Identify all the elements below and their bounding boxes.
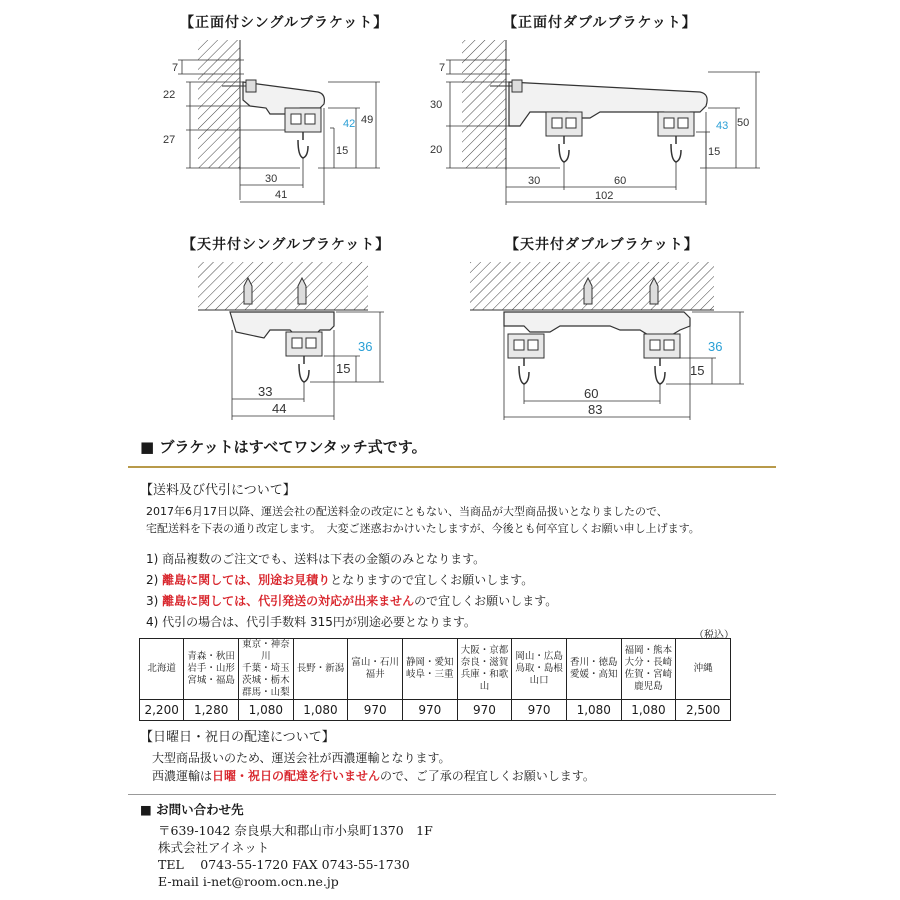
- tax-label: （税込）: [694, 630, 734, 641]
- price-cell: 970: [402, 700, 457, 721]
- hook: [559, 136, 569, 162]
- dim-49: 49: [361, 114, 374, 126]
- bracket-body: [504, 312, 690, 336]
- price-cell: 2,500: [676, 700, 731, 721]
- runner: [285, 108, 321, 132]
- region-cell: 静岡・愛知 岐阜・三重: [402, 639, 457, 700]
- shipping-table: [139, 638, 731, 721]
- runner: [286, 332, 322, 356]
- region-cell: 長野・新潟: [293, 639, 348, 700]
- dim-41: 41: [275, 189, 288, 201]
- hook: [655, 358, 665, 384]
- dim-36: 36: [358, 339, 373, 354]
- dim-30: 30: [265, 173, 278, 185]
- shipping-intro-line1: 2017年6月17日以降、運送会社の配送料金の改定にともない、当商品が大型商品扱いとなりましたので、: [146, 505, 668, 518]
- price-cell: 1,080: [239, 700, 294, 721]
- dim-50: 50: [737, 117, 750, 129]
- ceiling-hatch: [198, 262, 368, 310]
- shipping-intro-line2: 宅配送料を下表の通り改定します。 大変ご迷惑おかけいたしますが、今後とも何卒宜しくお願い申し上げます。: [146, 522, 700, 535]
- bracket-diagrams: [0, 0, 900, 430]
- dim-44: 44: [272, 401, 287, 416]
- note-3-red: 離島に関しては、代引発送の対応が出来ません: [162, 594, 415, 608]
- price-cell: 970: [457, 700, 512, 721]
- runner: [644, 334, 680, 358]
- region-cell: 香川・徳島 愛媛・高知: [566, 639, 621, 700]
- price-cell: 1,080: [566, 700, 621, 721]
- runner: [658, 112, 694, 136]
- region-cell: 北海道: [140, 639, 184, 700]
- holiday-line2: [152, 767, 595, 785]
- dim-30: 30: [430, 99, 443, 111]
- hook: [519, 358, 529, 384]
- dim-27: 27: [163, 134, 176, 146]
- dim-15: 15: [708, 146, 721, 158]
- dim-43: 43: [716, 120, 729, 132]
- bracket-note: [140, 436, 427, 457]
- dim-36: 36: [708, 339, 723, 354]
- front-double-title: 【正面付ダブルブラケット】: [503, 15, 697, 31]
- region-row: [140, 639, 731, 700]
- shipping-title: 【送料及び代引について】: [140, 483, 296, 498]
- contact-heading: [140, 800, 244, 818]
- region-cell: 福岡・熊本 大分・長崎 佐賀・宮崎 鹿児島: [621, 639, 676, 700]
- price-cell: 1,080: [621, 700, 676, 721]
- shipping-intro: [146, 503, 786, 537]
- dim-22: 22: [163, 89, 176, 101]
- front-double-diagram: [430, 40, 760, 205]
- holiday-line1: 大型商品扱いのため、運送会社が西濃運輸となります。: [152, 751, 451, 765]
- dim-60: 60: [584, 386, 599, 401]
- holiday-title: 【日曜日・祝日の配達について】: [140, 730, 335, 745]
- dim-15: 15: [336, 361, 351, 376]
- region-cell: 岡山・広島 鳥取・島根 山口: [512, 639, 567, 700]
- contact-title: お問い合わせ先: [156, 802, 244, 817]
- note-2-suffix: となりますので宜しくお願いします。: [330, 573, 534, 587]
- note-3-prefix: 3): [146, 594, 163, 608]
- holiday-line2-red: 日曜・祝日の配達を行いません: [212, 769, 381, 783]
- price-cell: 2,200: [140, 700, 184, 721]
- dim-30b: 30: [528, 175, 541, 187]
- wall-hatch: [198, 40, 240, 168]
- dim-42: 42: [343, 118, 356, 130]
- region-cell: 大阪・京都 奈良・滋賀 兵庫・和歌山: [457, 639, 512, 700]
- note-2-prefix: 2): [146, 573, 163, 587]
- dim-15: 15: [336, 145, 349, 157]
- front-single-diagram: [163, 40, 380, 205]
- dim-7: 7: [439, 62, 446, 74]
- ceiling-double-title: 【天井付ダブルブラケット】: [505, 237, 699, 253]
- dim-7: 7: [172, 62, 179, 74]
- hook: [298, 132, 308, 158]
- shipping-notes: [146, 549, 557, 633]
- dim-83: 83: [588, 402, 603, 417]
- dim-102: 102: [595, 190, 614, 202]
- divider: [128, 794, 776, 795]
- region-cell: 沖縄: [676, 639, 731, 700]
- region-cell: 東京・神奈川 千葉・埼玉 茨城・栃木 群馬・山梨: [239, 639, 294, 700]
- hook: [671, 136, 681, 162]
- holiday-text: [152, 749, 595, 785]
- wall-hatch: [462, 40, 506, 168]
- square-bullet-icon: ■: [140, 438, 155, 456]
- dim-20: 20: [430, 144, 443, 156]
- ceiling-double-diagram: [470, 262, 744, 420]
- holiday-line2-suffix: ので、ご了承の程宜しくお願いします。: [380, 769, 595, 783]
- price-cell: 970: [512, 700, 567, 721]
- region-cell: 青森・秋田 岩手・山形 宮城・福島: [184, 639, 239, 700]
- contact-email: E-mail i-net@room.ocn.ne.jp: [158, 874, 339, 889]
- hook: [299, 356, 309, 382]
- contact-phone: TEL 0743-55-1720 FAX 0743-55-1730: [158, 857, 410, 872]
- note-3: [146, 591, 557, 612]
- note-4: 4) 代引の場合は、代引手数料 315円が別途必要となります。: [146, 615, 476, 629]
- bracket-note-text: ブラケットはすべてワンタッチ式です。: [159, 438, 427, 456]
- contact-block: [158, 822, 433, 890]
- price-cell: 1,080: [293, 700, 348, 721]
- dim-33: 33: [258, 384, 273, 399]
- front-single-title: 【正面付シングルブラケット】: [180, 15, 389, 31]
- price-cell: 1,280: [184, 700, 239, 721]
- contact-postal: 〒639-1042 奈良県大和郡山市小泉町1370 1F: [158, 823, 433, 838]
- runner: [546, 112, 582, 136]
- dim-60: 60: [614, 175, 627, 187]
- note-3-suffix: ので宜しくお願いします。: [414, 594, 558, 608]
- ceiling-single-title: 【天井付シングルブラケット】: [182, 237, 391, 253]
- price-cell: 970: [348, 700, 403, 721]
- dim-15: 15: [690, 363, 705, 378]
- square-bullet-icon: ■: [140, 802, 157, 817]
- gold-divider: [128, 466, 776, 468]
- contact-company: 株式会社アイネット: [158, 840, 270, 855]
- region-cell: 富山・石川 福井: [348, 639, 403, 700]
- note-1: 1) 商品複数のご注文でも、送料は下表の金額のみとなります。: [146, 552, 486, 566]
- price-row: [140, 700, 731, 721]
- ceiling-single-diagram: [198, 262, 384, 420]
- holiday-line2-prefix: 西濃運輸は: [152, 769, 213, 783]
- note-2-red: 離島に関しては、別途お見積り: [162, 573, 331, 587]
- runner: [508, 334, 544, 358]
- note-2: [146, 570, 557, 591]
